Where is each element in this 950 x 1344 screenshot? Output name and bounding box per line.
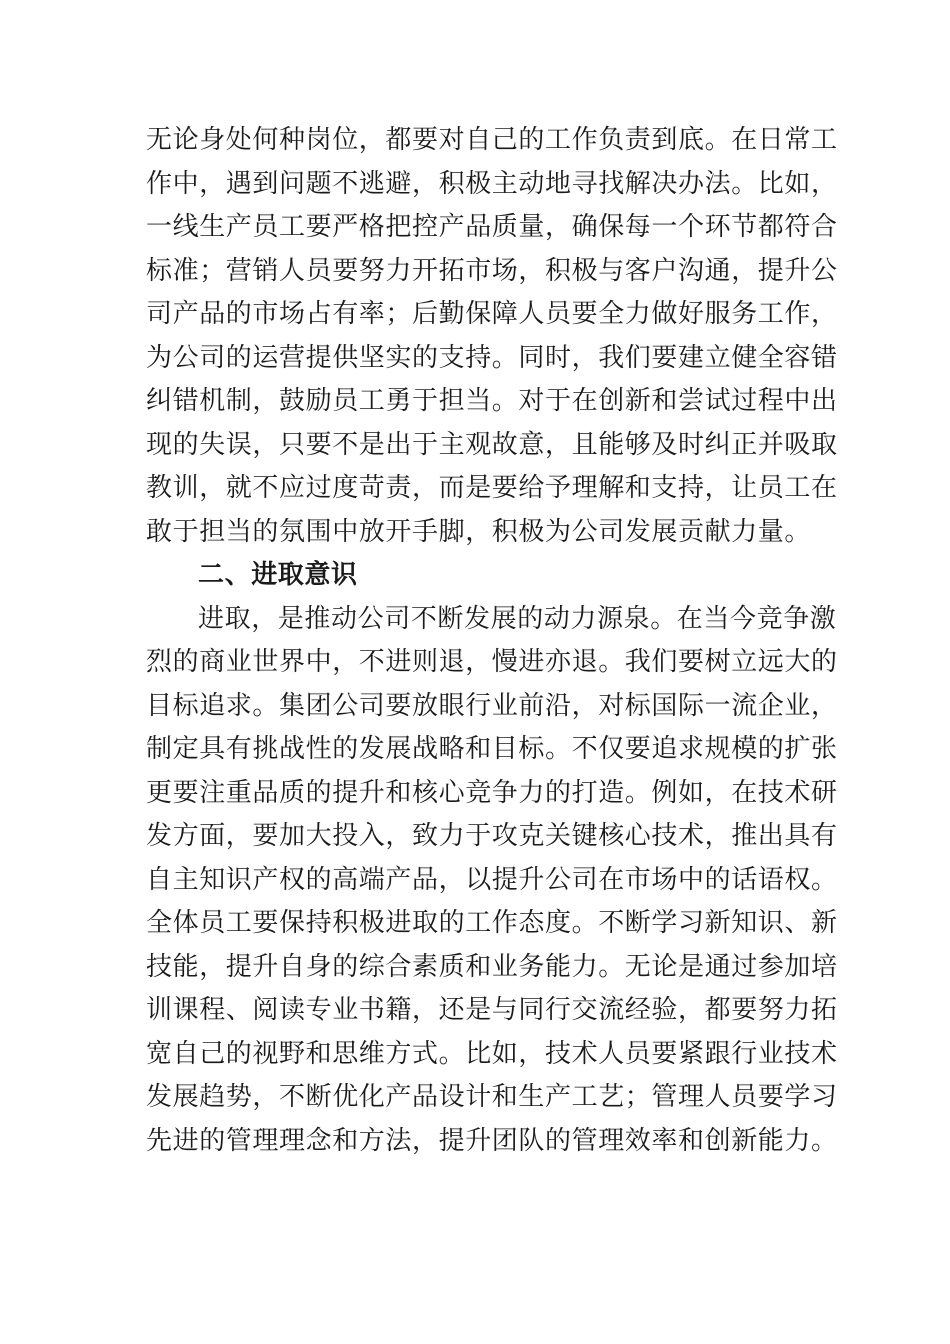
text-line: 烈的商业世界中，不进则退，慢进亦退。我们要树立远大的 [146,647,838,677]
text-line: 训课程、阅读专业书籍，还是与同行交流经验，都要努力拓 [146,995,838,1025]
text-line: 作中，遇到问题不逃避，积极主动地寻找解决办法。比如， [146,168,838,199]
text-line: 无论身处何种岗位，都要对自己的工作负责到底。在日常工 [146,125,838,155]
text-line: 司产品的市场占有率；后勤保障人员要全力做好服务工作， [146,299,838,329]
text-line: 一线生产员工要严格把控产品质量，确保每一个环节都符合 [146,212,838,242]
text-line: 纠错机制，鼓励员工勇于担当。对于在创新和尝试过程中出 [146,386,838,416]
text-line: 自主知识产权的高端产品，以提升公司在市场中的话语权。 [146,864,838,895]
section-heading: 二、进取意识 [198,560,358,590]
text-line: 为公司的运营提供坚实的支持。同时，我们要建立健全容错 [146,342,838,373]
text-line: 发方面，要加大投入，致力于攻克关键核心技术，推出具有 [146,821,838,851]
text-line: 现的失误，只要不是出于主观故意，且能够及时纠正并吸取 [146,429,838,460]
text-line: 发展趋势，不断优化产品设计和生产工艺；管理人员要学习 [146,1082,838,1112]
text-line: 全体员工要保持积极进取的工作态度。不断学习新知识、新 [146,908,838,938]
text-line: 进取，是推动公司不断发展的动力源泉。在当今竞争激 [198,603,837,634]
text-line: 敢于担当的氛围中放开手脚，积极为公司发展贡献力量。 [146,516,812,547]
text-line: 技能，提升自身的综合素质和业务能力。无论是通过参加培 [146,951,838,982]
text-line: 教训，就不应过度苛责，而是要给予理解和支持，让员工在 [146,473,838,503]
text-line: 标准；营销人员要努力开拓市场，积极与客户沟通，提升公 [146,255,838,286]
text-line: 先进的管理理念和方法，提升团队的管理效率和创新能力。 [146,1125,838,1156]
text-line: 更要注重品质的提升和核心竞争力的打造。例如，在技术研 [146,777,838,808]
text-line: 制定具有挑战性的发展战略和目标。不仅要追求规模的扩张 [146,734,838,764]
paragraph-responsibility [146,119,838,1163]
text-line: 宽自己的视野和思维方式。比如，技术人员要紧跟行业技术 [146,1038,838,1069]
text-line: 目标追求。集团公司要放眼行业前沿，对标国际一流企业， [146,690,838,721]
